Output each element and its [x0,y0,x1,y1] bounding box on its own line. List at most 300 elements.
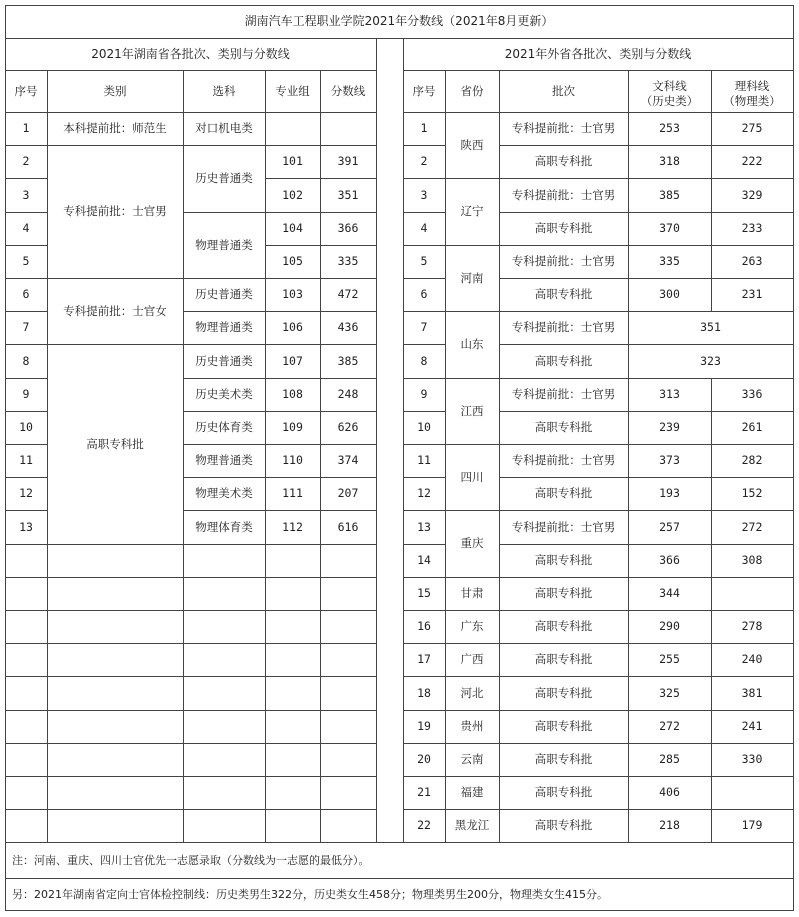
right-batch: 高职专科批 [534,154,593,168]
grid-line [265,776,377,777]
right-seq: 2 [420,154,428,168]
right-header-sci: 理科线 [734,79,770,93]
right-seq: 6 [420,287,428,301]
grid-line [47,70,48,843]
grid-line [499,212,794,213]
grid-line [265,477,377,478]
grid-line [403,577,446,578]
right-batch: 高职专科批 [534,353,593,368]
left-score: 472 [337,287,359,301]
right-seq: 19 [417,719,431,733]
grid-line [403,411,446,412]
left-seq: 12 [19,486,33,500]
grid-line [5,444,48,445]
left-subject: 对口机电类 [195,121,253,135]
grid-line [403,776,446,777]
grid-line [499,477,794,478]
grid-line [445,743,500,744]
left-subject: 物理美术类 [195,486,253,500]
grid-line [47,643,184,644]
gap-left [376,38,377,843]
grid-line [5,70,377,71]
right-batch: 专科提前批：士官男 [511,187,616,202]
right-arts-score: 313 [659,387,680,401]
grid-line [183,510,266,511]
grid-line [628,70,629,843]
grid-line [403,112,794,113]
right-seq: 3 [420,187,428,202]
grid-line [265,378,377,379]
grid-line [403,444,446,445]
grid-line [183,676,266,677]
right-sci-score [711,776,793,809]
grid-line [265,444,377,445]
left-group: 112 [282,519,303,534]
right-seq: 10 [417,420,431,434]
right-seq: 12 [417,486,431,500]
grid-line [499,178,794,179]
right-sci-score: 282 [741,453,763,467]
left-category: 专科提前批：士官男 [63,204,167,218]
grid-line [183,378,266,379]
right-batch: 高职专科批 [534,486,593,500]
grid-line [445,643,500,644]
grid-line [499,776,794,777]
right-sci-score: 308 [741,553,763,567]
grid-line [320,70,321,843]
grid-line [265,178,377,179]
grid-line [403,378,446,379]
grid-line [183,743,266,744]
grid-line [445,577,500,578]
grid-line [403,676,446,677]
footnote: 注：河南、重庆、四川士官优先一志愿录取（分数线为一志愿的最低分）。 [12,854,370,867]
right-batch: 高职专科批 [534,785,593,799]
grid-line [403,212,446,213]
right-sci-score: 329 [741,187,763,202]
grid-line [47,743,184,744]
right-batch: 专科提前批：士官男 [511,320,616,334]
grid-line [5,577,48,578]
grid-line [711,70,712,312]
grid-line [183,477,266,478]
right-batch: 高职专科批 [534,221,593,235]
grid-line [403,477,446,478]
left-subject: 历史体育类 [195,420,253,434]
left-category: 本科提前批：师范生 [63,121,167,135]
grid-line [265,643,377,644]
left-score: 207 [337,486,359,500]
grid-line [265,70,266,843]
right-batch: 高职专科批 [534,553,593,567]
left-group: 103 [282,287,303,301]
right-seq: 11 [417,453,431,467]
grid-line [499,344,794,345]
right-header-province: 省份 [460,83,484,98]
right-province: 贵州 [460,719,484,733]
right-header-sci-sub: （物理类） [723,94,781,108]
grid-line [183,610,266,611]
right-arts-score: 335 [659,254,680,268]
grid-line [5,544,48,545]
right-province: 辽宁 [460,204,484,218]
right-sci-score: 275 [741,121,763,135]
right-sci-score: 241 [741,719,763,733]
grid-line [265,344,377,345]
right-seq: 7 [420,320,428,334]
left-seq: 3 [22,187,30,202]
grid-line [445,510,500,511]
grid-line [47,776,184,777]
right-arts-score: 344 [659,586,680,600]
grid-line [403,145,446,146]
left-seq: 1 [22,121,30,135]
grid-line [265,510,377,511]
grid-line [5,510,48,511]
grid-line [265,212,377,213]
grid-line [403,743,446,744]
right-header-arts-sub: （历史类） [640,94,699,108]
grid-line [47,577,184,578]
right-arts-score: 239 [659,420,680,434]
right-batch: 高职专科批 [534,752,593,766]
grid-line [445,676,500,677]
left-score: 626 [337,420,359,434]
left-seq: 9 [22,387,30,401]
right-sci-score: 272 [741,519,763,534]
right-arts-score: 366 [659,553,680,567]
grid-line [5,710,48,711]
grid-line [499,544,794,545]
grid-line [499,610,794,611]
right-arts-score: 272 [659,719,680,733]
right-batch: 高职专科批 [534,287,593,301]
right-arts-score: 218 [659,818,680,832]
left-subject: 物理体育类 [195,519,253,534]
frame-right [793,5,794,911]
grid-line [183,710,266,711]
left-group: 106 [282,320,303,334]
right-sci-score: 231 [741,287,763,301]
grid-line [265,710,377,711]
left-subject: 物理普通类 [195,237,253,252]
grid-line [183,344,266,345]
grid-line [183,444,266,445]
right-province: 陕西 [460,137,484,152]
left-seq: 7 [22,320,30,334]
right-seq: 21 [417,785,431,799]
grid-line [499,311,794,312]
grid-line [265,145,377,146]
left-seq: 4 [22,221,30,235]
grid-line [183,278,266,279]
right-sci-score: 233 [741,221,763,235]
left-score: 366 [337,221,359,235]
grid-line [499,378,794,379]
grid-line [265,278,377,279]
grid-line [445,710,500,711]
grid-line [265,676,377,677]
frame-top [5,5,794,6]
left-group: 110 [282,453,303,467]
right-batch: 专科提前批：士官男 [511,121,616,135]
grid-line [499,70,500,843]
grid-line [499,710,794,711]
grid-line [711,378,712,843]
right-arts-score: 385 [659,187,680,202]
left-group: 107 [282,353,303,368]
left-seq: 10 [19,420,33,434]
grid-line [47,676,184,677]
left-group: 104 [282,221,303,235]
right-arts-score: 373 [659,453,680,467]
right-sci-score: 263 [741,254,763,268]
right-sci-score: 179 [741,818,763,832]
right-sci-score: 330 [741,752,763,766]
grid-line [5,245,48,246]
grid-line [47,145,184,146]
right-arts-score: 370 [659,221,680,235]
grid-line [265,809,377,810]
footnote: 另：2021年湖南省定向士官体检控制线：历史类男生322分，历史类女生458分；物理类男生200分，物理类女生415分。 [12,888,608,901]
right-merged-score: 323 [700,353,721,368]
grid-line [183,311,266,312]
left-score: 385 [337,353,359,368]
grid-line [183,544,266,545]
right-seq: 20 [417,752,431,766]
right-seq: 1 [420,121,428,135]
grid-line [445,444,500,445]
grid-line [47,278,184,279]
right-header-seq: 序号 [412,83,436,98]
right-section-heading: 2021年外省各批次、类别与分数线 [504,46,692,61]
left-seq: 8 [22,353,30,368]
grid-line [445,776,500,777]
grid-line [265,411,377,412]
left-group [265,112,320,145]
grid-line [265,577,377,578]
right-batch: 高职专科批 [534,685,593,700]
right-arts-score: 193 [659,486,680,500]
left-seq: 5 [22,254,30,268]
right-sci-score: 222 [741,154,763,168]
right-seq: 18 [417,685,431,700]
grid-line [47,809,184,810]
right-province: 四川 [460,469,484,484]
grid-line [265,610,377,611]
grid-line [47,710,184,711]
grid-line [183,577,266,578]
left-section-heading: 2021年湖南省各批次、类别与分数线 [91,46,290,61]
grid-line [445,70,446,843]
grid-line [5,112,377,113]
left-seq: 11 [19,453,33,467]
grid-line [5,643,48,644]
frame-left [5,5,6,911]
grid-line [499,411,794,412]
grid-line [5,776,48,777]
right-seq: 9 [420,387,428,401]
grid-line [47,610,184,611]
right-seq: 22 [417,818,431,832]
grid-line [403,178,446,179]
left-category: 专科提前批：士官女 [63,303,167,318]
left-score: 351 [337,187,359,202]
grid-line [403,643,446,644]
left-seq: 13 [19,519,33,534]
grid-line [5,145,48,146]
left-subject: 物理普通类 [195,320,253,334]
right-seq: 16 [417,619,431,633]
left-header-group: 专业组 [275,83,310,98]
grid-line [265,743,377,744]
grid-line [445,610,500,611]
left-subject: 历史普通类 [195,287,253,301]
right-arts-score: 325 [659,685,680,700]
right-province: 黑龙江 [454,818,490,832]
right-province: 福建 [460,785,484,799]
grid-line [5,610,48,611]
right-arts-score: 255 [659,652,680,666]
grid-line [403,245,446,246]
grid-line [499,743,794,744]
grid-line [445,809,500,810]
grid-line [403,70,794,71]
grid-line [499,676,794,677]
right-arts-score: 318 [659,154,680,168]
grid-line [5,477,48,478]
left-score: 374 [337,453,359,467]
grid-line [183,809,266,810]
left-header-score: 分数线 [330,83,366,98]
grid-line [183,411,266,412]
right-seq: 13 [417,519,431,534]
grid-line [5,411,48,412]
left-group: 105 [282,254,303,268]
left-score: 335 [337,254,359,268]
right-sci-score: 240 [741,652,763,666]
right-seq: 15 [417,586,431,600]
grid-line [183,70,184,843]
grid-line [5,809,48,810]
right-batch: 专科提前批：士官男 [511,453,616,467]
right-province: 河北 [460,685,484,700]
right-header-arts: 文科线 [652,79,687,93]
right-batch: 高职专科批 [534,818,593,832]
grid-line [403,278,446,279]
grid-line [5,676,48,677]
grid-line [403,809,446,810]
grid-line [499,809,794,810]
right-arts-score: 300 [659,287,680,301]
grid-line [5,278,48,279]
right-batch: 高职专科批 [534,652,593,666]
right-arts-score: 257 [659,519,680,534]
right-province: 云南 [460,752,484,766]
grid-line [403,510,446,511]
left-subject: 历史普通类 [195,171,253,185]
grid-line [445,378,500,379]
right-sci-score: 381 [741,685,763,700]
right-batch: 专科提前批：士官男 [511,387,616,401]
grid-line [47,344,184,345]
right-seq: 8 [420,353,428,368]
right-province: 江西 [460,403,484,418]
grid-line [403,544,446,545]
left-group: 108 [282,387,303,401]
grid-line [5,743,48,744]
right-province: 广东 [460,619,484,633]
right-arts-score: 406 [659,785,680,799]
right-province: 山东 [460,337,484,351]
grid-line [5,212,48,213]
right-sci-score: 261 [741,420,763,434]
grid-line [47,544,184,545]
grid-line [183,776,266,777]
grid-line [499,643,794,644]
left-seq: 2 [22,154,30,168]
left-seq: 6 [22,287,30,301]
right-sci-score: 336 [741,387,763,401]
right-seq: 17 [417,652,431,666]
grid-line [5,311,48,312]
right-arts-score: 290 [659,619,680,633]
right-seq: 14 [417,553,431,567]
left-score: 616 [337,519,359,534]
grid-line [499,245,794,246]
left-header-subject: 选科 [212,83,236,98]
right-arts-score: 285 [659,752,680,766]
right-header-batch: 批次 [552,83,575,98]
grid-line [445,178,500,179]
page-title: 湖南汽车工程职业学院2021年分数线（2021年8月更新） [244,14,554,28]
grid-line [5,178,48,179]
right-batch: 专科提前批：士官男 [511,519,616,534]
grid-line [183,212,266,213]
right-seq: 5 [420,254,428,268]
grid-line [403,311,446,312]
right-province: 甘肃 [460,586,484,600]
left-score: 436 [337,320,359,334]
left-subject: 物理普通类 [195,453,253,467]
frame-bottom [5,910,794,911]
right-province: 广西 [460,652,484,666]
left-score: 391 [337,154,359,168]
frame-line [5,38,794,39]
grid-line [445,245,500,246]
grid-line [183,643,266,644]
right-batch: 高职专科批 [534,586,593,600]
grid-line [499,510,794,511]
left-header-seq: 序号 [14,83,38,98]
grid-line [265,311,377,312]
grid-line [265,544,377,545]
left-category: 高职专科批 [86,436,144,451]
right-batch: 高职专科批 [534,619,593,633]
left-group: 109 [282,420,303,434]
gap-right [403,38,404,843]
grid-line [499,577,794,578]
right-batch: 高职专科批 [534,420,593,434]
left-score [320,112,376,145]
grid-line [265,245,377,246]
left-group: 111 [282,486,303,500]
grid-line [499,278,794,279]
grid-line [403,710,446,711]
left-subject: 历史普通类 [195,353,253,368]
right-merged-score: 351 [700,320,721,334]
right-batch: 高职专科批 [534,719,593,733]
